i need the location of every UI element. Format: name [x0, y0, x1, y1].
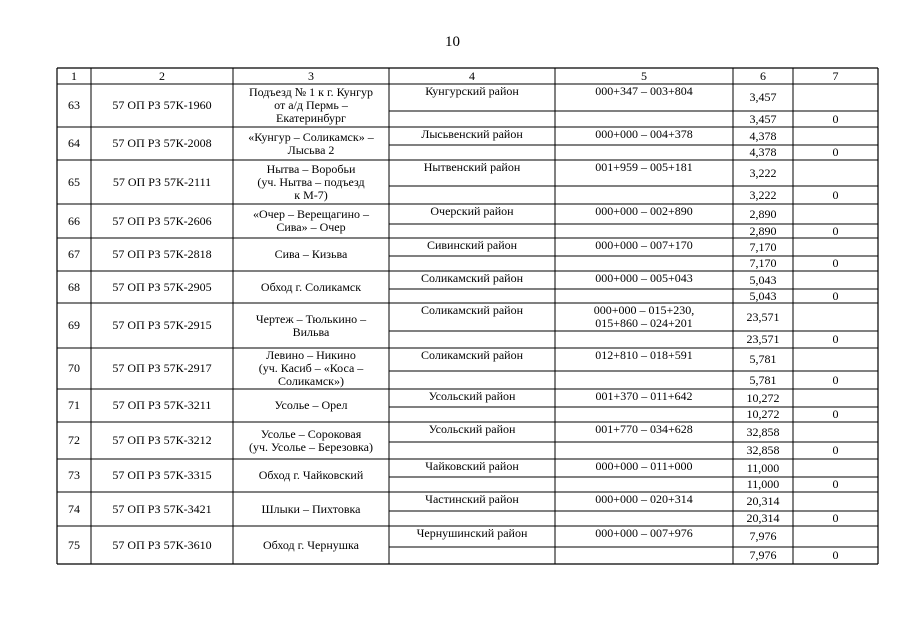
- row-number: 67: [68, 247, 80, 261]
- road-code: 57 ОП РЗ 57К-3212: [112, 433, 212, 447]
- length-value: 3,457: [749, 90, 777, 104]
- col-name-header: 3: [308, 68, 314, 83]
- col-7-value: 0: [832, 111, 839, 126]
- road-code: 57 ОП РЗ 57К-2917: [112, 361, 212, 375]
- row-number: 72: [68, 433, 80, 447]
- page-number: 10: [445, 34, 460, 50]
- length-subtotal: 23,571: [746, 332, 780, 346]
- col-7-value: 0: [832, 256, 839, 270]
- road-name: Обход г. Чернушка: [263, 537, 359, 552]
- col-length-header: 6: [760, 68, 766, 83]
- length-subtotal: 32,858: [746, 443, 780, 457]
- km-range: 000+000 – 007+170: [595, 238, 693, 252]
- district: Соликамский район: [421, 303, 523, 317]
- road-code: 57 ОП РЗ 57К-3211: [112, 398, 212, 412]
- length-value: 5,043: [749, 272, 777, 287]
- road-name: Сива – Кизьва: [274, 247, 348, 261]
- col-7-header: 7: [832, 68, 839, 83]
- district: Чайковский район: [425, 459, 519, 473]
- col-7-value: 0: [832, 511, 839, 525]
- col-7-value: 0: [832, 145, 839, 159]
- col-7-value: 0: [832, 548, 839, 562]
- col-7-value: 0: [832, 332, 839, 346]
- km-range: 001+370 – 011+642: [595, 389, 693, 403]
- km-range: 000+000 – 007+976: [595, 526, 693, 540]
- length-subtotal: 3,457: [749, 111, 777, 126]
- district: Кунгурский район: [425, 84, 519, 98]
- col-7-value: 0: [832, 477, 839, 491]
- row-number: 63: [68, 98, 80, 112]
- km-range: 000+347 – 003+804: [595, 84, 693, 98]
- road-name: «Очер – Верещагино – Сива» – Очер: [252, 207, 369, 234]
- road-code: 57 ОП РЗ 57К-2008: [112, 136, 212, 150]
- km-range: 001+959 – 005+181: [595, 160, 693, 174]
- road-name: Усолье – Орел: [274, 398, 348, 412]
- row-number: 70: [68, 361, 80, 375]
- row-number: 65: [68, 174, 80, 189]
- length-subtotal: 4,378: [749, 145, 777, 159]
- row-number: 66: [68, 213, 80, 228]
- length-value: 23,571: [746, 309, 780, 324]
- district: Усольский район: [428, 389, 516, 403]
- district: Соликамский район: [421, 271, 523, 285]
- row-number: 71: [68, 398, 80, 412]
- col-7-value: 0: [832, 288, 839, 303]
- district: Нытвенский район: [423, 160, 521, 174]
- road-name: Усолье – Сороковая (уч. Усолье – Березовка): [248, 426, 374, 454]
- road-name: Нытва – Воробьи (уч. Нытва – подъезд к М-7): [257, 161, 365, 202]
- district: Чернушинский район: [416, 526, 528, 540]
- road-code: 57 ОП РЗ 57К-3421: [112, 501, 212, 516]
- col-code-header: 2: [159, 68, 165, 83]
- road-code: 57 ОП РЗ 57К-2606: [112, 213, 212, 228]
- road-code: 57 ОП РЗ 57К-3315: [112, 468, 212, 482]
- col-7-value: 0: [832, 372, 839, 387]
- length-value: 7,170: [749, 239, 777, 254]
- km-range: 000+000 – 020+314: [595, 492, 693, 506]
- length-value: 20,314: [746, 494, 780, 508]
- km-range: 000+000 – 011+000: [595, 459, 693, 473]
- district: Сивинский район: [426, 238, 518, 252]
- length-value: 5,781: [749, 352, 777, 366]
- length-subtotal: 3,222: [749, 187, 777, 202]
- row-number: 69: [68, 318, 80, 332]
- road-code: 57 ОП РЗ 57К-2915: [112, 318, 212, 332]
- col-7-value: 0: [832, 443, 839, 457]
- km-range: 012+810 – 018+591: [595, 348, 693, 362]
- district: Соликамский район: [421, 348, 523, 362]
- road-name: «Кунгур – Соликамск» – Лысьва 2: [248, 129, 374, 157]
- length-subtotal: 20,314: [746, 511, 780, 525]
- road-code: 57 ОП РЗ 57К-2111: [112, 174, 212, 189]
- col-km-header: 5: [641, 68, 647, 83]
- road-name: Обход г. Чайковский: [258, 468, 364, 482]
- road-name: Подъезд № 1 к г. Кунгур от а/д Пермь – Екатеринбург: [248, 85, 374, 125]
- col-7-value: 0: [832, 407, 839, 421]
- row-number: 64: [68, 136, 80, 150]
- length-value: 7,976: [749, 529, 777, 543]
- row-number: 68: [68, 279, 80, 294]
- length-value: 11,000: [746, 460, 780, 475]
- road-code: 57 ОП РЗ 57К-3610: [112, 537, 212, 552]
- row-number: 75: [68, 537, 80, 552]
- length-value: 4,378: [749, 128, 777, 143]
- length-subtotal: 11,000: [746, 477, 780, 491]
- row-number: 74: [68, 501, 80, 516]
- length-subtotal: 7,170: [749, 256, 777, 270]
- col-district-header: 4: [469, 68, 475, 83]
- district: Усольский район: [428, 422, 516, 436]
- km-range: 000+000 – 005+043: [595, 271, 693, 285]
- col-num-header: 1: [71, 68, 77, 83]
- km-range: 000+000 – 004+378: [595, 127, 693, 141]
- length-subtotal: 5,043: [749, 288, 777, 303]
- road-code: 57 ОП РЗ 57К-1960: [112, 98, 212, 112]
- road-name: Обход г. Соликамск: [260, 279, 362, 294]
- col-7-value: 0: [832, 223, 839, 238]
- road-name: Левино – Никино (уч. Касиб – «Коса – Соликамск»): [258, 348, 364, 388]
- district: Лысьвенский район: [421, 127, 523, 141]
- length-subtotal: 7,976: [749, 548, 777, 562]
- length-subtotal: 2,890: [749, 223, 777, 238]
- km-range: 000+000 – 015+230, 015+860 – 024+201: [593, 303, 695, 330]
- road-name: Чертеж – Тюлькино – Вильва: [255, 311, 367, 339]
- district: Очерский район: [430, 204, 514, 218]
- col-7-value: 0: [832, 187, 839, 202]
- road-code: 57 ОП РЗ 57К-2818: [112, 247, 212, 261]
- length-subtotal: 5,781: [749, 372, 777, 387]
- row-number: 73: [68, 468, 80, 482]
- length-value: 2,890: [749, 206, 777, 221]
- length-value: 32,858: [746, 424, 780, 439]
- km-range: 001+770 – 034+628: [595, 422, 693, 436]
- district: Частинский район: [425, 492, 519, 506]
- road-code: 57 ОП РЗ 57К-2905: [112, 279, 212, 294]
- length-subtotal: 10,272: [746, 407, 780, 421]
- length-value: 10,272: [746, 390, 780, 405]
- length-value: 3,222: [749, 165, 777, 180]
- km-range: 000+000 – 002+890: [595, 204, 693, 218]
- road-name: Шлыки – Пихтовка: [261, 501, 361, 516]
